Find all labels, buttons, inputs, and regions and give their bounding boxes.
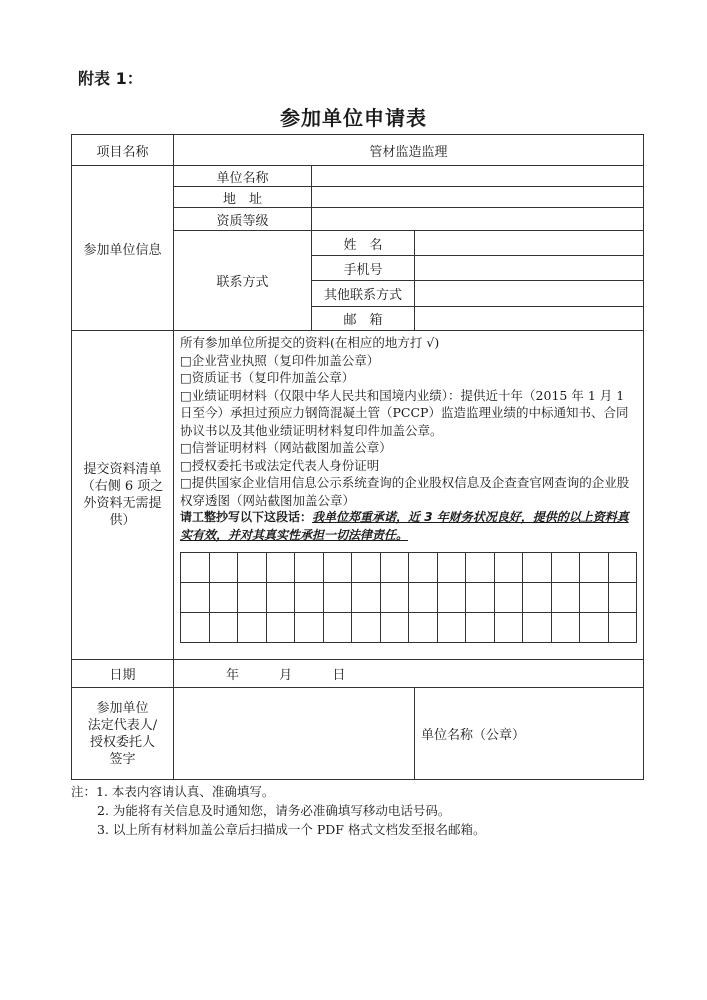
- notes: [71, 782, 485, 839]
- seal-field[interactable]: [415, 688, 644, 780]
- note-1: 注：1. 本表内容请认真、准确填写。: [71, 784, 275, 799]
- unit-name-label: 单位名称: [174, 166, 312, 187]
- signature-field[interactable]: [174, 688, 415, 780]
- pledge-text: 我单位郑重承诺，近 3 年财务状况良好，提供的以上资料真实有效，并对其真实性承担一切法律责任。: [180, 510, 629, 542]
- address-field[interactable]: [312, 187, 644, 208]
- date-label: 日期: [72, 660, 174, 688]
- material-item-equity[interactable]: □提供国家企业信用信息公示系统查询的企业股权信息及企查查官网查询的企业股权穿透图（网站截图加盖公章）: [180, 475, 630, 508]
- material-item-qualification[interactable]: □资质证书（复印件加盖公章）: [180, 370, 355, 385]
- other-contact-field[interactable]: [415, 281, 644, 307]
- project-name-label: 项目名称: [72, 135, 174, 166]
- materials-intro: 所有参加单位所提交的资料(在相应的地方打 √): [180, 335, 440, 350]
- mobile-field[interactable]: [415, 256, 644, 281]
- email-field[interactable]: [415, 307, 644, 331]
- other-contact-label: 其他联系方式: [312, 281, 415, 307]
- pledge-copy-grid[interactable]: [180, 552, 637, 643]
- unit-name-field[interactable]: [312, 166, 644, 187]
- qualification-label: 资质等级: [174, 208, 312, 231]
- mobile-label: 手机号: [312, 256, 415, 281]
- date-day: 日: [332, 668, 346, 683]
- form-title: 参加单位申请表: [280, 106, 427, 130]
- qualification-field[interactable]: [312, 208, 644, 231]
- signature-label: 参加单位 法定代表人/ 授权委托人 签字: [72, 688, 174, 780]
- note-3: 3. 以上所有材料加盖公章后扫描成一个 PDF 格式文档发至报名邮箱。: [97, 822, 486, 837]
- materials-label: 提交资料清单 （右侧 6 项之 外资料无需提 供）: [72, 331, 174, 660]
- email-label: 邮 箱: [312, 307, 415, 331]
- seal-label: 单位名称（公章）: [421, 728, 526, 743]
- date-month: 月: [279, 668, 293, 683]
- unit-info-label: 参加单位信息: [72, 166, 174, 331]
- materials-content: [174, 331, 644, 660]
- date-year: 年: [226, 668, 240, 683]
- attachment-label: 附表 1：: [78, 69, 143, 88]
- contact-name-field[interactable]: [415, 231, 644, 256]
- date-field[interactable]: [174, 660, 644, 688]
- pledge-instruction: 请工整抄写以下这段话：我单位郑重承诺，近 3 年财务状况良好，提供的以上资料真实有效，并对其真实性承担一切法律责任。: [180, 510, 629, 542]
- material-item-performance[interactable]: □业绩证明材料（仅限中华人民共和国境内业绩）：提供近十年（2015 年 1 月 1 日至今）承担过预应力钢筒混凝土管（PCCP）监造监理业绩的中标通知书、合同协议书以及其他业绩证明材料复印件加盖公章。: [180, 387, 629, 438]
- address-label: 地 址: [174, 187, 312, 208]
- application-form: [71, 134, 644, 780]
- contact-name-label: 姓 名: [312, 231, 415, 256]
- material-item-authorization[interactable]: □授权委托书或法定代表人身份证明: [180, 457, 380, 473]
- project-name-value[interactable]: 管材监造监理: [174, 135, 644, 166]
- note-2: 2. 为能将有关信息及时通知您，请务必准确填写移动电话号码。: [97, 803, 451, 818]
- material-item-business-license[interactable]: □企业营业执照（复印件加盖公章）: [180, 352, 380, 368]
- material-item-reputation[interactable]: □信誉证明材料（网站截图加盖公章）: [180, 440, 392, 455]
- contact-label: 联系方式: [174, 231, 312, 331]
